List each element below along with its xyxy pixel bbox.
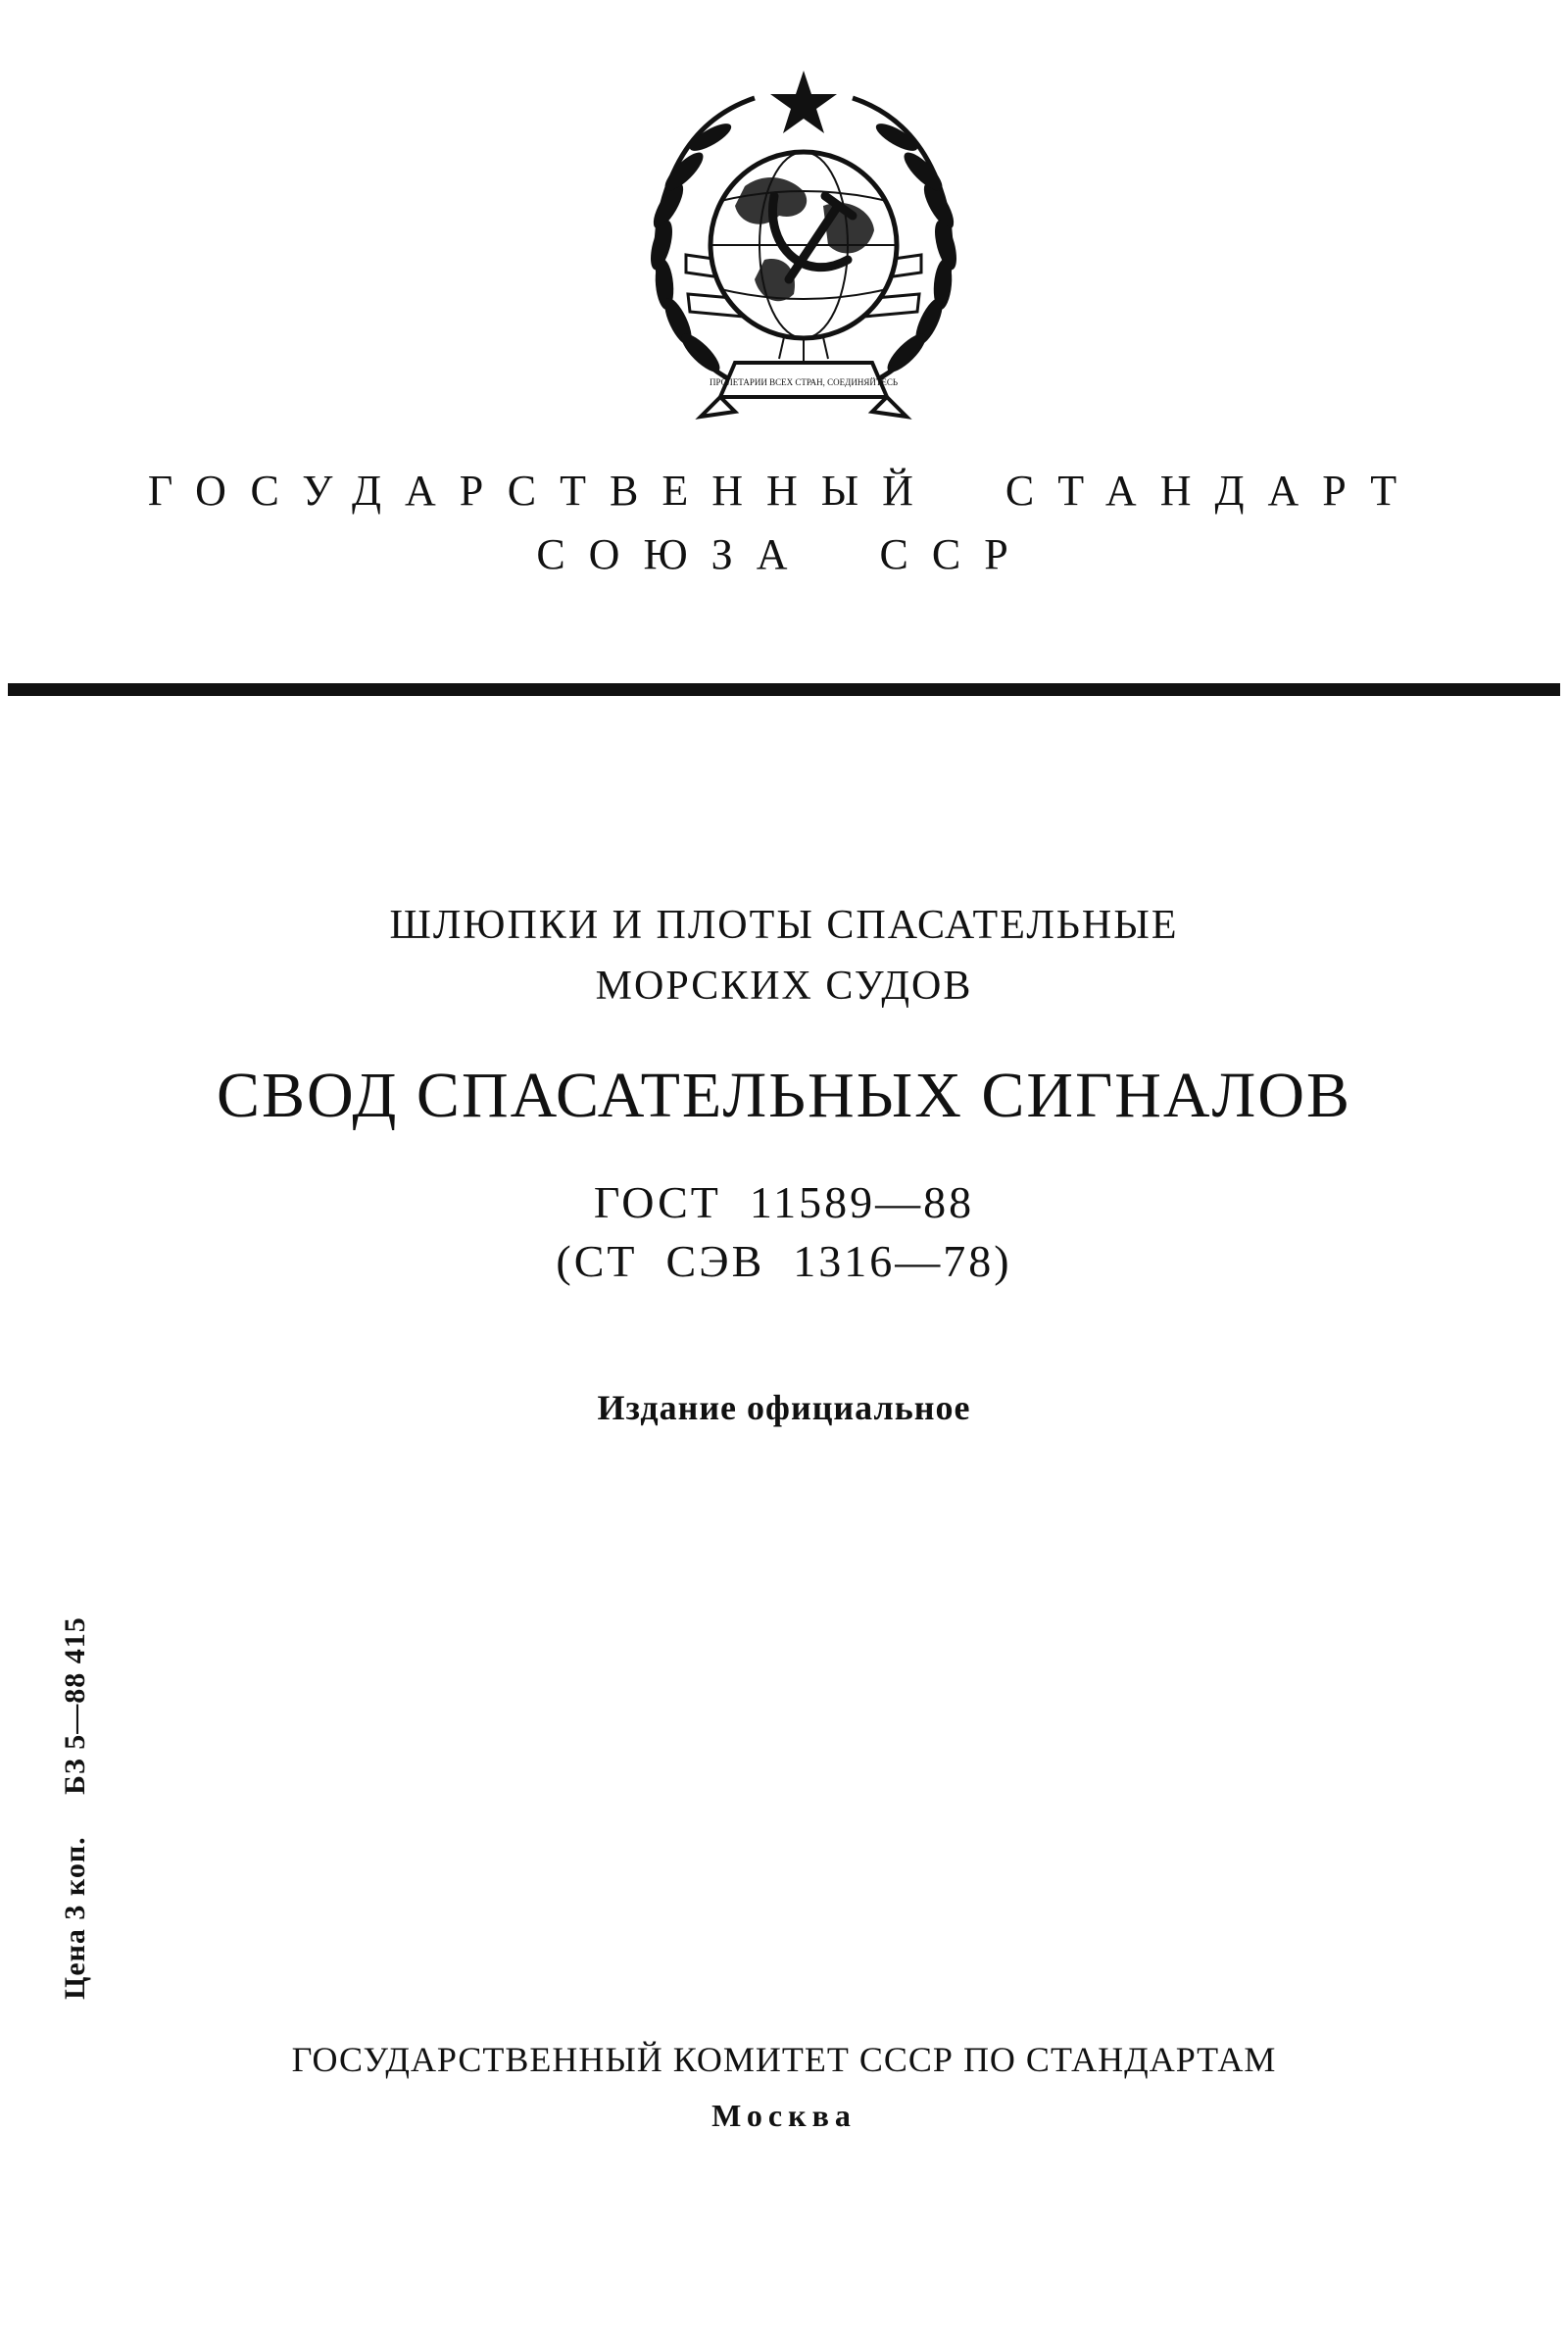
horizontal-rule	[8, 683, 1560, 696]
star-icon	[770, 71, 837, 133]
header-line2: СОЮЗА ССР	[536, 530, 1032, 578]
price-side-note: Цена 3 коп. БЗ 5—88 415	[59, 1616, 91, 2000]
ussr-coat-of-arms-icon	[617, 59, 990, 436]
document-title: СВОД СПАСАТЕЛЬНЫХ СИГНАЛОВ	[216, 1060, 1351, 1131]
publisher-name: ГОСУДАРСТВЕННЫЙ КОМИТЕТ СССР ПО СТАНДАРТАМ	[291, 2040, 1277, 2079]
subtitle-line2: МОРСКИХ СУДОВ	[595, 964, 973, 1009]
header-line1: ГОСУДАРСТВЕННЫЙ СТАНДАРТ	[147, 467, 1421, 515]
subtitle-line1: ШЛЮПКИ И ПЛОТЫ СПАСАТЕЛЬНЫЕ	[389, 903, 1179, 948]
publisher-city: Москва	[711, 2098, 857, 2133]
gost-number: ГОСТ 11589—88	[593, 1177, 975, 1227]
cmea-number: (СТ СЭВ 1316—78)	[556, 1236, 1012, 1286]
edition-label: Издание официальное	[597, 1388, 971, 1427]
ribbon-text: ПРОЛЕТАРИИ ВСЕХ СТРАН, СОЕДИНЯЙТЕСЬ	[710, 377, 898, 387]
